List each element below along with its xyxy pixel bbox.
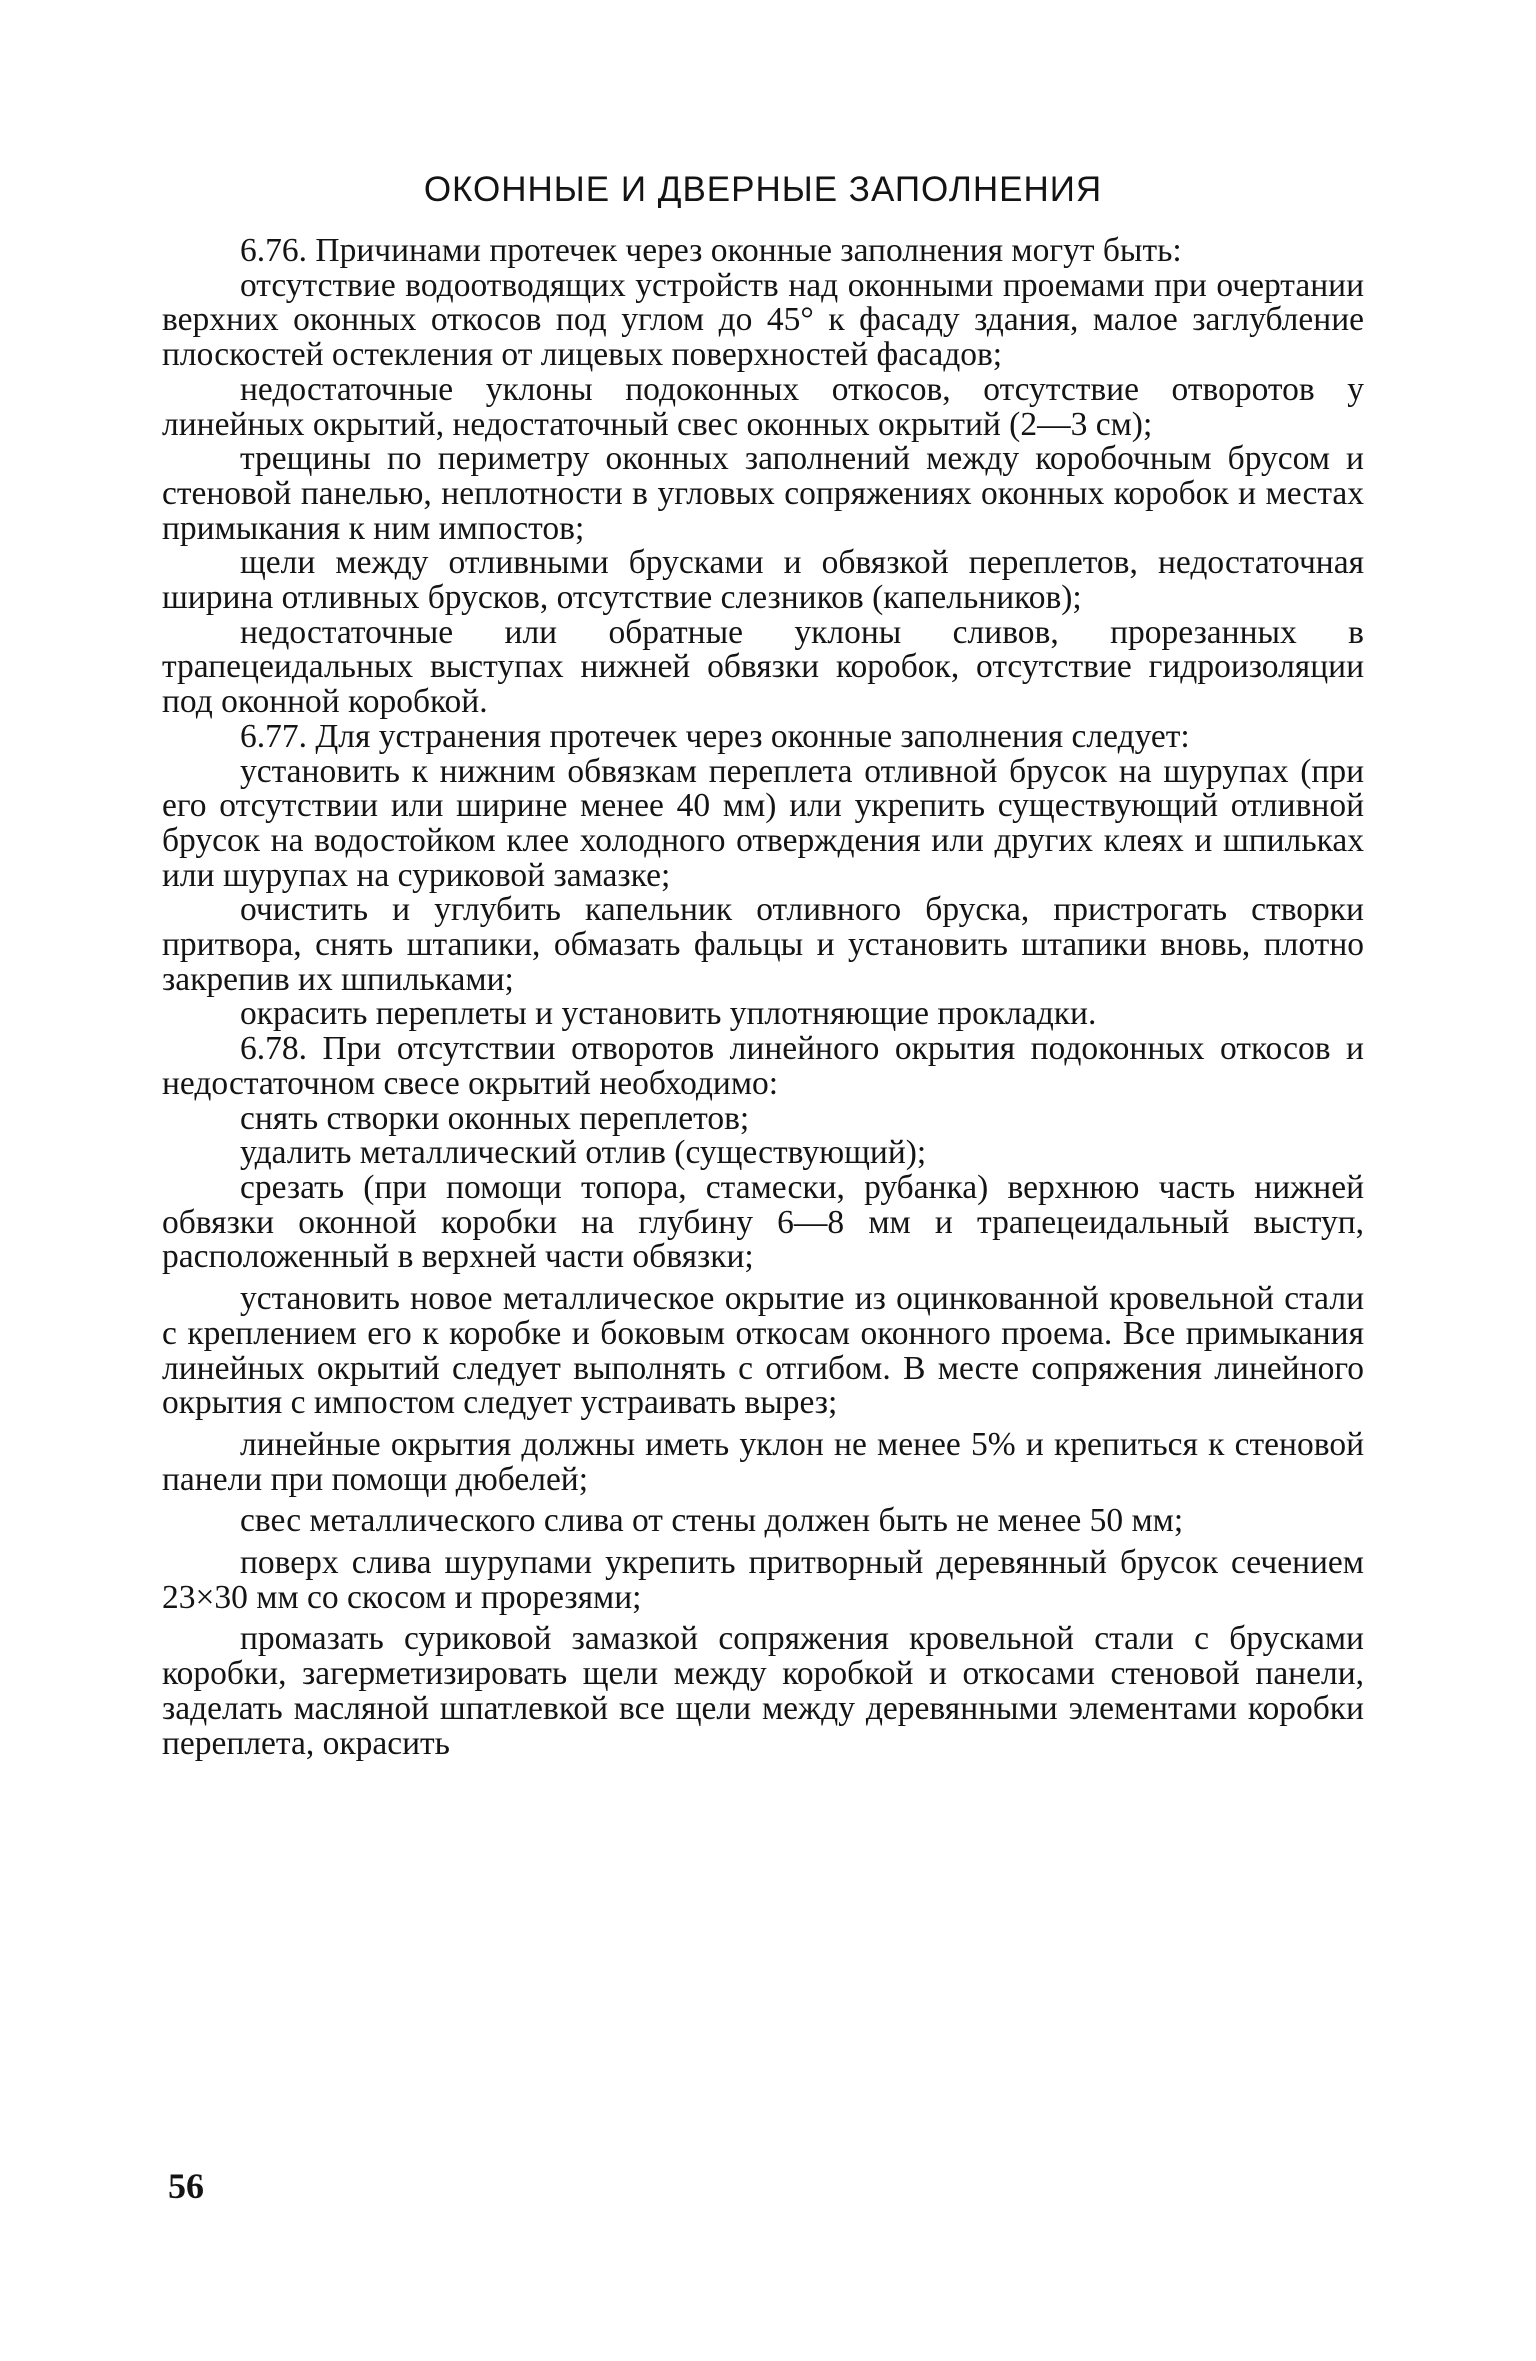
list-item: трещины по периметру оконных заполнений между коробочным брусом и стеновой панелью, неплотности в угловых сопряжениях оконных коробок и местах примыкания к ним импостов; <box>162 440 1364 547</box>
list-item: щели между отливными брусками и обвязкой переплетов, недостаточная ширина отливных брусков, отсутствие слезников (капельников); <box>162 544 1364 617</box>
list-item: промазать суриковой замазкой сопряжения кровельной стали с брусками коробки, загерметизировать щели между коробкой и откосами стеновой панели, заделать масляной шпатлевкой все щели между деревянными элементами коробки переплета, окрасить <box>162 1620 1364 1762</box>
list-item: установить к нижним обвязкам переплета отливной брусок на шурупах (при его отсутствии или ширине менее 40 мм) или укрепить существующий отливной брусок на водостойком клее холодного отверждения или других клеях и шпильках или шурупах на суриковой замазке; <box>162 752 1364 894</box>
paragraph-6-77: 6.77. Для устранения протечек через оконные заполнения следует: <box>240 717 1190 755</box>
text-block <box>162 160 1364 1761</box>
list-item: окрасить переплеты и установить уплотняющие прокладки. <box>240 995 1097 1033</box>
section-title: ОКОННЫЕ И ДВЕРНЫЕ ЗАПОЛНЕНИЯ <box>423 170 1103 209</box>
list-item: снять створки оконных переплетов; <box>240 1099 750 1137</box>
page-number: 56 <box>168 2166 204 2206</box>
list-item: недостаточные или обратные уклоны сливов, прорезанных в трапецеидальных выступах нижней обвязки коробок, отсутствие гидроизоляции под оконной коробкой. <box>162 613 1364 721</box>
list-item: установить новое металлическое окрытие из оцинкованной кровельной стали с креплением его к коробке и боковым откосам оконного проема. Все примыкания линейных окрытий следует выполнять с отгибом. В месте сопряжения линейного окрытия с импостом следует устраивать вырез; <box>162 1280 1364 1422</box>
list-item: недостаточные уклоны подоконных откосов, отсутствие отворотов у линейных окрытий, недостаточный свес оконных окрытий (2—3 см); <box>162 370 1364 443</box>
paragraph-6-76: 6.76. Причинами протечек через оконные заполнения могут быть: <box>240 232 1182 269</box>
list-item: свес металлического слива от стены должен быть не менее 50 мм; <box>240 1502 1184 1540</box>
list-item: удалить металлический отлив (существующий); <box>240 1134 927 1172</box>
list-item: поверх слива шурупами укрепить притворный деревянный брусок сечением 23×30 мм со скосом и прорезями; <box>162 1544 1364 1616</box>
list-item: отсутствие водоотводящих устройств над оконными проемами при очертании верхних оконных откосов под углом до 45° к фасаду здания, малое заглубление плоскостей остекления от лицевых поверхностей фасадов; <box>162 266 1364 374</box>
list-item: очистить и углубить капельник отливного бруска, пристрогать створки притвора, снять штапики, обмазать фальцы и установить штапики вновь, плотно закрепив их шпильками; <box>162 891 1364 998</box>
list-item: линейные окрытия должны иметь уклон не менее 5% и крепиться к стеновой панели при помощи дюбелей; <box>162 1425 1364 1498</box>
list-item: срезать (при помощи топора, стамески, рубанка) верхнюю часть нижней обвязки оконной коробки на глубину 6—8 мм и трапецеидальный выступ, расположенный в верхней части обвязки; <box>162 1168 1364 1276</box>
paragraph-6-78: 6.78. При отсутствии отворотов линейного окрытия подоконных откосов и недостаточном свесе окрытий необходимо: <box>162 1030 1364 1102</box>
